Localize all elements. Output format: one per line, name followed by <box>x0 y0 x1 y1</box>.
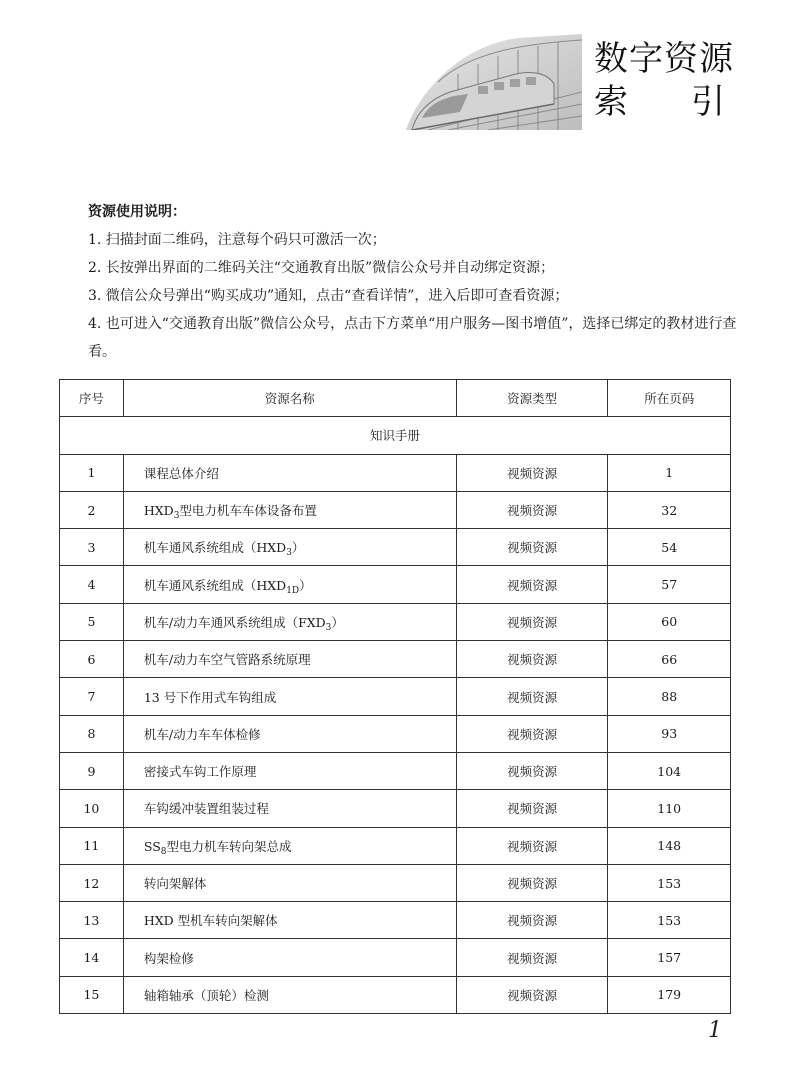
cell-no: 2 <box>60 491 124 528</box>
cell-name <box>123 491 456 528</box>
cell-type: 视频资源 <box>456 790 608 827</box>
cell-page: 110 <box>608 790 731 827</box>
table-row[interactable] <box>60 603 731 640</box>
cell-name: 机车/动力车车体检修 <box>123 715 456 752</box>
cell-name: 课程总体介绍 <box>123 454 456 491</box>
cell-name: HXD 型机车转向架解体 <box>123 902 456 939</box>
name-text: SS <box>143 838 161 854</box>
cell-name: 13 号下作用式车钩组成 <box>123 678 456 715</box>
table-row[interactable] <box>60 939 731 976</box>
cell-page: 1 <box>608 454 731 491</box>
cell-page: 60 <box>608 603 731 640</box>
cell-page: 32 <box>608 491 731 528</box>
resource-index-table <box>59 379 731 1014</box>
cell-no: 13 <box>60 902 124 939</box>
cell-type: 视频资源 <box>456 939 608 976</box>
cell-no: 9 <box>60 752 124 789</box>
cell-type: 视频资源 <box>456 603 608 640</box>
page-number: 1 <box>708 1018 722 1043</box>
title-line-1: 数字资源 <box>594 39 734 79</box>
name-text: 机车通风系统组成（HXD <box>143 540 287 556</box>
cell-type: 视频资源 <box>456 491 608 528</box>
instructions-heading: 资源使用说明： <box>88 204 186 220</box>
instruction-step: 3. 微信公众号弹出“购买成功”通知，点击“查看详情”，进入后即可查看资源； <box>88 288 569 304</box>
cell-page: 153 <box>608 902 731 939</box>
cell-no: 11 <box>60 827 124 864</box>
cell-type: 视频资源 <box>456 566 608 603</box>
name-subscript: 3 <box>325 622 332 633</box>
cell-name: 机车/动力车空气管路系统原理 <box>123 641 456 678</box>
cell-type: 视频资源 <box>456 864 608 901</box>
cell-type: 视频资源 <box>456 641 608 678</box>
table-row[interactable] <box>60 715 731 752</box>
header-page: 所在页码 <box>608 380 731 417</box>
cell-page: 153 <box>608 864 731 901</box>
name-text: ） <box>291 540 305 556</box>
name-text: ） <box>331 614 344 630</box>
title-char-1: 索 <box>594 82 629 122</box>
table-row[interactable] <box>60 752 731 789</box>
cell-no: 3 <box>60 529 124 566</box>
cell-no: 7 <box>60 678 124 715</box>
cell-no: 12 <box>60 864 124 901</box>
table-row[interactable] <box>60 641 731 678</box>
cell-no: 14 <box>60 939 124 976</box>
cell-name: 转向架解体 <box>123 864 456 901</box>
name-subscript: 3 <box>173 511 180 522</box>
cell-page: 54 <box>608 529 731 566</box>
title-line-2 <box>594 81 726 124</box>
instruction-step: 2. 长按弹出界面的二维码关注“交通教育出版”微信公众号并自动绑定资源； <box>88 260 555 276</box>
instruction-step: 1. 扫描封面二维码，注意每个码只可激活一次； <box>88 232 386 248</box>
cell-name: 车钩缓冲装置组装过程 <box>123 790 456 827</box>
name-text: 机车/动力车通风系统组成（FXD <box>143 614 326 630</box>
page-title <box>594 38 744 124</box>
header-type: 资源类型 <box>456 380 608 417</box>
table-row[interactable] <box>60 454 731 491</box>
table-row[interactable] <box>60 566 731 603</box>
table-row[interactable] <box>60 491 731 528</box>
table-row[interactable] <box>60 902 731 939</box>
table-row[interactable] <box>60 678 731 715</box>
table-header-row <box>60 380 731 417</box>
cell-page: 66 <box>608 641 731 678</box>
section-row <box>60 417 731 454</box>
cell-page: 57 <box>608 566 731 603</box>
cell-no: 8 <box>60 715 124 752</box>
cell-name: 构架检修 <box>123 939 456 976</box>
cell-page: 148 <box>608 827 731 864</box>
cell-page: 179 <box>608 976 731 1013</box>
instruction-step: 4. 也可进入“交通教育出版”微信公众号，点击下方菜单“用户服务—图书增值”，选择已绑定的教材进行查看。 <box>88 316 737 360</box>
section-label: 知识手册 <box>60 417 731 454</box>
table-row[interactable] <box>60 827 731 864</box>
name-text: 型电力机车转向架总成 <box>166 838 292 854</box>
table-row[interactable] <box>60 864 731 901</box>
table-row[interactable] <box>60 790 731 827</box>
cell-type: 视频资源 <box>456 752 608 789</box>
table-row[interactable] <box>60 529 731 566</box>
cell-type: 视频资源 <box>456 976 608 1013</box>
header-name: 资源名称 <box>123 380 456 417</box>
cell-name <box>123 529 456 566</box>
cell-name: 密接式车钩工作原理 <box>123 752 456 789</box>
cell-type: 视频资源 <box>456 454 608 491</box>
usage-instructions <box>60 198 740 366</box>
cell-type: 视频资源 <box>456 678 608 715</box>
header-no: 序号 <box>60 380 124 417</box>
title-char-2: 引 <box>691 82 726 122</box>
cell-page: 157 <box>608 939 731 976</box>
cell-type: 视频资源 <box>456 902 608 939</box>
table-row[interactable] <box>60 976 731 1013</box>
name-subscript: 1D <box>286 585 300 596</box>
cell-no: 5 <box>60 603 124 640</box>
cell-name <box>123 566 456 603</box>
name-text: HXD <box>143 503 174 519</box>
cell-type: 视频资源 <box>456 827 608 864</box>
name-text: ） <box>299 577 312 593</box>
cell-type: 视频资源 <box>456 715 608 752</box>
cell-no: 6 <box>60 641 124 678</box>
cell-page: 88 <box>608 678 731 715</box>
cell-name: 轴箱轴承（顶轮）检测 <box>123 976 456 1013</box>
name-text: 型电力机车车体设备布置 <box>179 503 317 519</box>
cell-no: 1 <box>60 454 124 491</box>
name-subscript: 3 <box>286 548 292 559</box>
header-train-illustration <box>398 34 582 130</box>
cell-name <box>123 827 456 864</box>
cell-no: 15 <box>60 976 124 1013</box>
cell-no: 10 <box>60 790 124 827</box>
name-text: 机车通风系统组成（HXD <box>143 577 287 593</box>
cell-no: 4 <box>60 566 124 603</box>
name-subscript: 8 <box>160 846 167 857</box>
cell-page: 93 <box>608 715 731 752</box>
cell-name <box>123 603 456 640</box>
cell-type: 视频资源 <box>456 529 608 566</box>
cell-page: 104 <box>608 752 731 789</box>
